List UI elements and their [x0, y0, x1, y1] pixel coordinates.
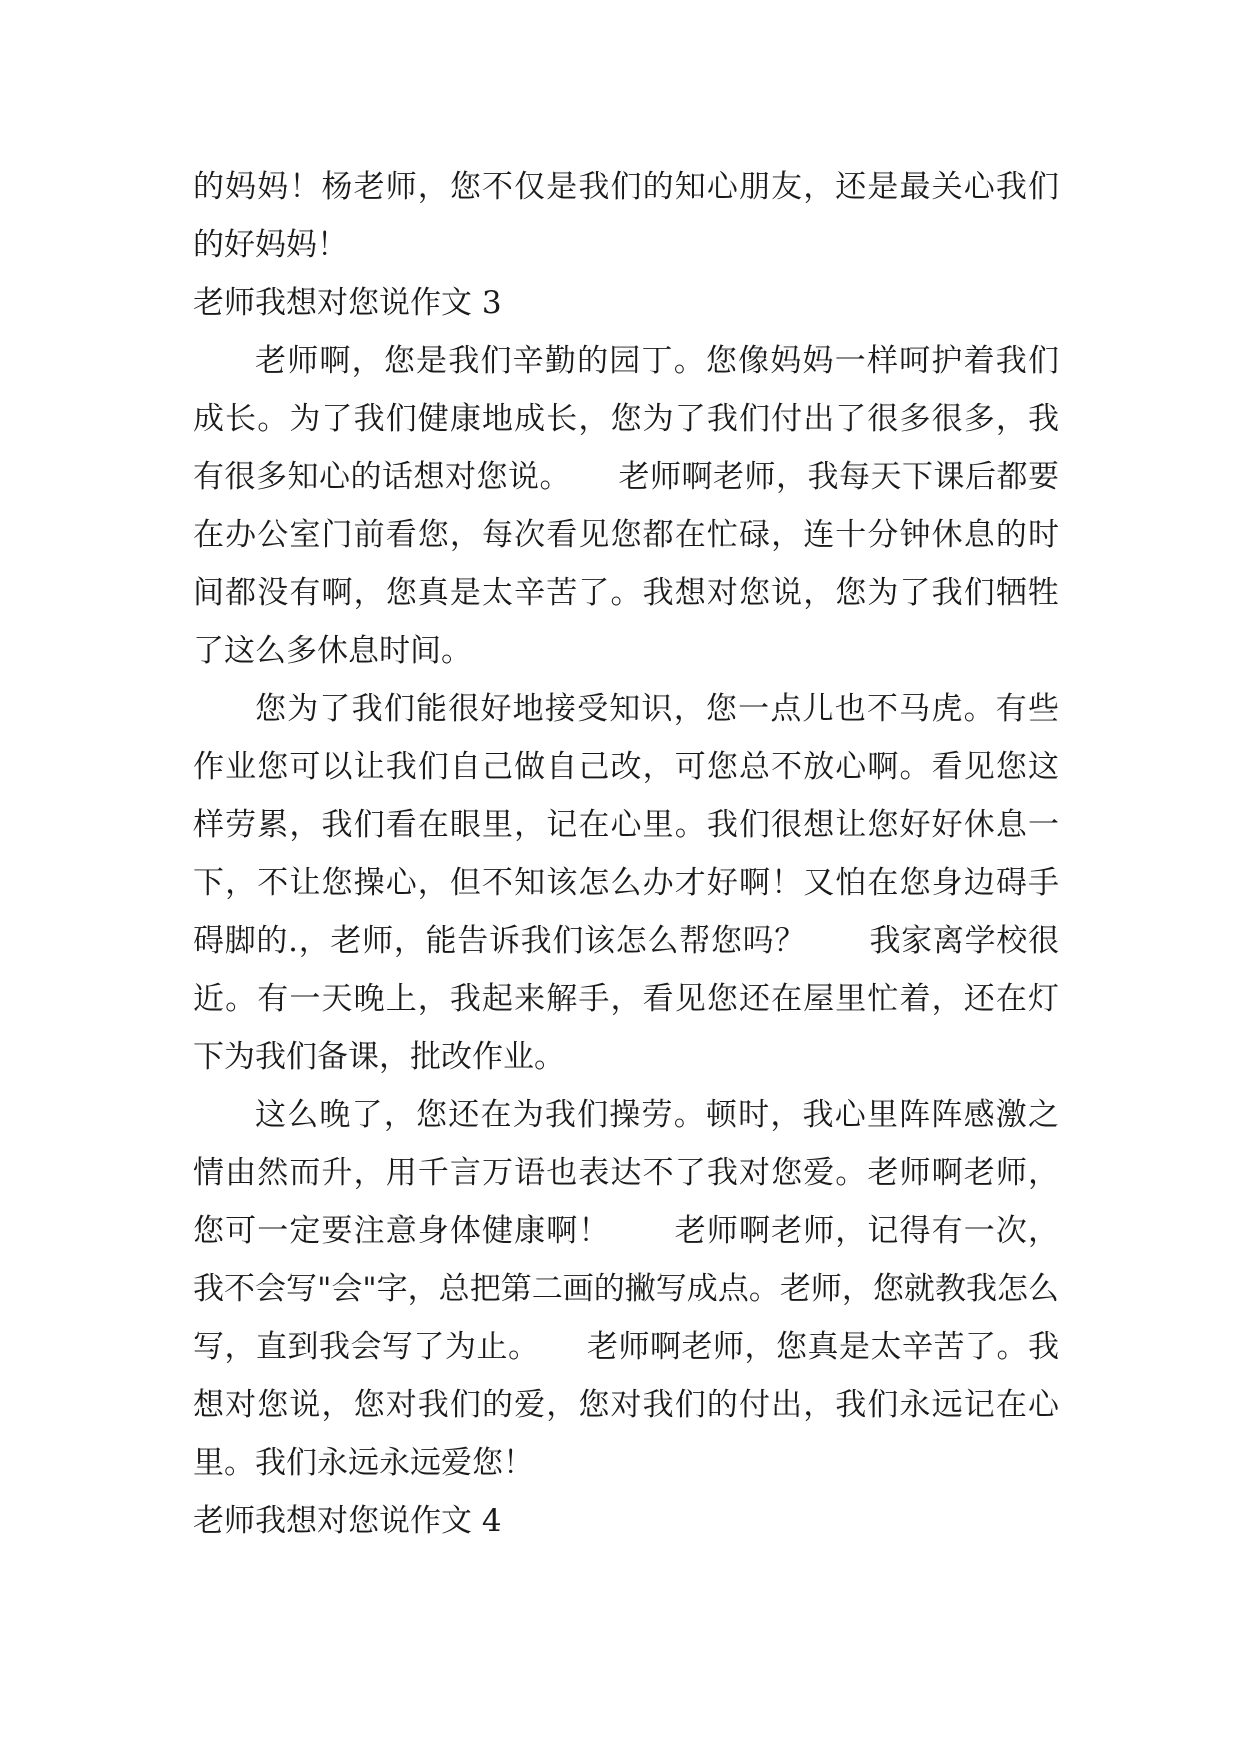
section-3-paragraph-1: 老师啊，您是我们辛勤的园丁。您像妈妈一样呵护着我们成长。为了我们健康地成长，您为了我们付出了很多很多，我有很多知心的话想对您说。 老师啊老师，我每天下课后都要在办公室门前看您，每次看见您都在忙碌，连十分钟休息的时间都没有啊，您真是太辛苦了。我想对您说，您为了我们牺牲了这么多休息时间。	[193, 343, 1059, 669]
continuation-paragraph: 的妈妈！杨老师，您不仅是我们的知心朋友，还是最关心我们的好妈妈！	[193, 169, 1059, 263]
document-body	[193, 158, 1059, 1550]
section-3-title: 老师我想对您说作文 3	[193, 285, 502, 321]
section-4-title: 老师我想对您说作文 4	[193, 1503, 502, 1539]
section-3-paragraph-2: 您为了我们能很好地接受知识，您一点儿也不马虎。有些作业您可以让我们自己做自己改，可您总不放心啊。看见您这样劳累，我们看在眼里，记在心里。我们很想让您好好休息一下，不让您操心，但不知该怎么办才好啊！又怕在您身边碍手碍脚的.，老师，能告诉我们该怎么帮您吗？ 我家离学校很近。有一天晚上，我起来解手，看见您还在屋里忙着，还在灯下为我们备课，批改作业。	[193, 691, 1059, 1075]
section-3-paragraph-3: 这么晚了，您还在为我们操劳。顿时，我心里阵阵感激之情由然而升，用千言万语也表达不了我对您爱。老师啊老师，您可一定要注意身体健康啊！ 老师啊老师，记得有一次，我不会写"会"字，总把第二画的撇写成点。老师，您就教我怎么写，直到我会写了为止。 老师啊老师，您真是太辛苦了。我想对您说，您对我们的爱，您对我们的付出，我们永远记在心里。我们永远永远爱您！	[193, 1097, 1059, 1481]
